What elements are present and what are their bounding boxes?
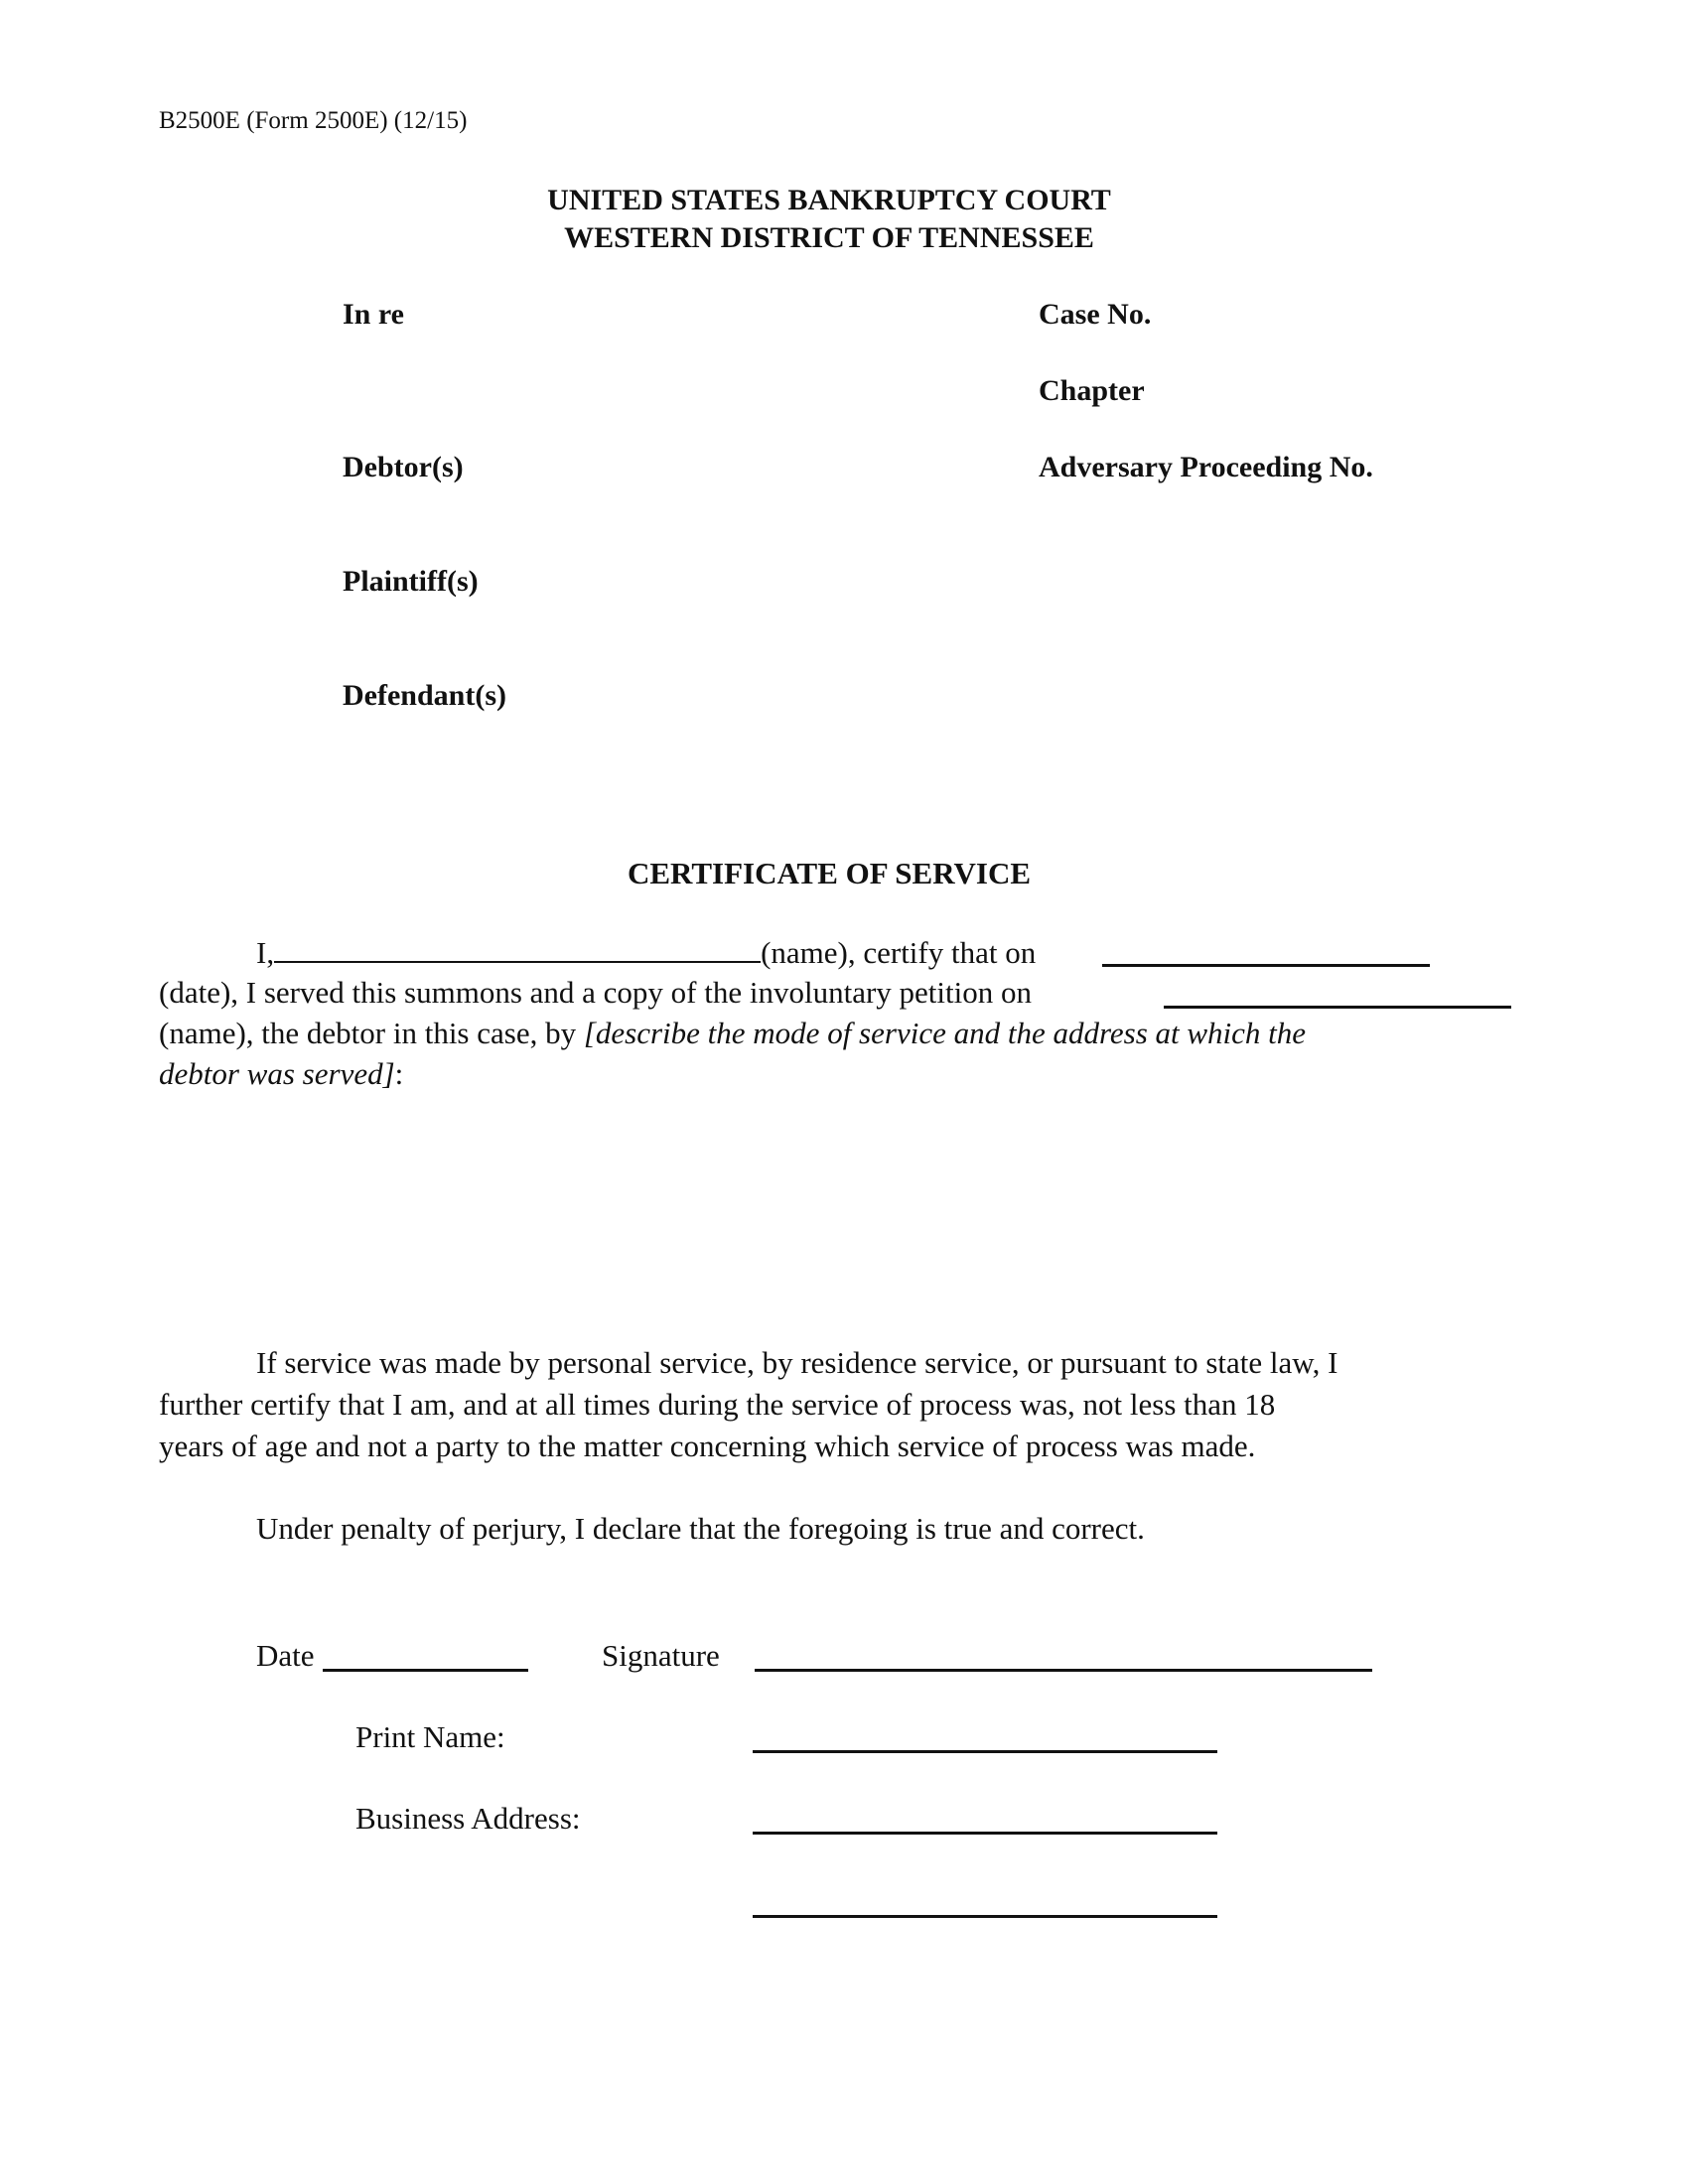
certificate-line-3 <box>159 1016 1306 1051</box>
court-name-line2: WESTERN DISTRICT OF TENNESSEE <box>564 221 1094 254</box>
age-certification-line-3: years of age and not a party to the matter concerning which service of process was made. <box>159 1429 1256 1463</box>
certificate-name-text: (name), certify that on <box>761 935 1037 970</box>
business-address-blank-1[interactable] <box>753 1832 1217 1835</box>
business-address-blank-2[interactable] <box>753 1915 1217 1918</box>
service-date-blank[interactable] <box>1102 964 1430 967</box>
date-label: Date <box>256 1638 315 1673</box>
certificate-line-3-italic: [describe the mode of service and the address at which the <box>583 1016 1307 1050</box>
certificate-title: CERTIFICATE OF SERVICE <box>627 856 1032 890</box>
case-no-label: Case No. <box>1039 298 1152 331</box>
form-id: B2500E (Form 2500E) (12/15) <box>159 107 468 134</box>
debtors-label: Debtor(s) <box>343 451 464 483</box>
signature-blank[interactable] <box>755 1669 1372 1672</box>
debtor-name-blank[interactable] <box>1164 1006 1511 1009</box>
adversary-proceeding-label: Adversary Proceeding No. <box>1039 451 1373 483</box>
certificate-line-4-italic: debtor was served] <box>159 1056 395 1091</box>
certificate-line-4 <box>159 1056 403 1092</box>
signature-label: Signature <box>602 1638 720 1673</box>
defendants-label: Defendant(s) <box>343 679 506 712</box>
perjury-declaration: Under penalty of perjury, I declare that the foregoing is true and correct. <box>256 1511 1145 1546</box>
date-blank[interactable] <box>323 1669 528 1672</box>
certificate-line-1 <box>256 933 1036 971</box>
court-name-line1: UNITED STATES BANKRUPTCY COURT <box>547 184 1111 216</box>
age-certification-line-1: If service was made by personal service, by residence service, or pursuant to state law, I <box>256 1345 1338 1380</box>
chapter-label: Chapter <box>1039 374 1145 407</box>
server-name-blank[interactable] <box>274 933 761 963</box>
certificate-line-2: (date), I served this summons and a copy of the involuntary petition on <box>159 975 1033 1010</box>
certificate-line-3-text: (name), the debtor in this case, by <box>159 1016 584 1050</box>
age-certification-line-2: further certify that I am, and at all times during the service of process was, not less than 18 <box>159 1387 1276 1422</box>
certificate-i: I, <box>256 935 275 970</box>
certificate-line-4-end: : <box>394 1056 404 1091</box>
plaintiffs-label: Plaintiff(s) <box>343 565 479 598</box>
print-name-blank[interactable] <box>753 1750 1217 1753</box>
business-address-label: Business Address: <box>355 1801 581 1836</box>
print-name-label: Print Name: <box>355 1719 505 1754</box>
in-re-label: In re <box>343 298 404 331</box>
